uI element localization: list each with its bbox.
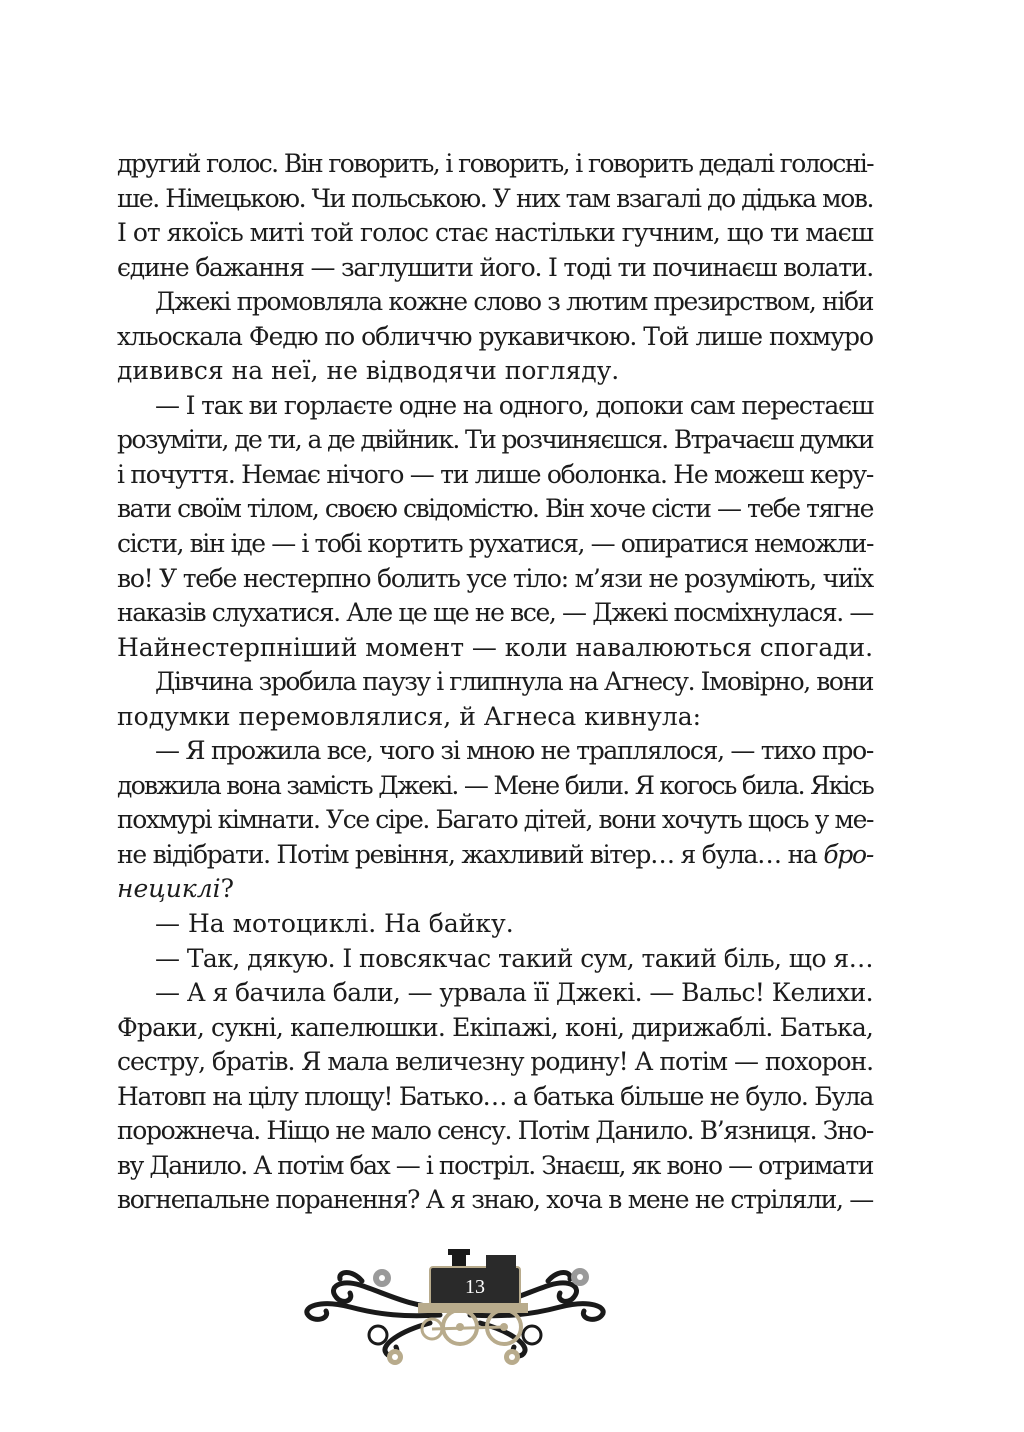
text-line: Фраки, сукні, капелюшки. Екіпажі, коні, дирижаблі. Батька, (117, 1012, 874, 1042)
text-line: і почуття. Немає нічого — ти лише оболонка. Не можеш керу- (117, 459, 874, 489)
text-line: Найнестерпніший момент — коли навалюються спогади. (117, 632, 873, 662)
text-line: ву Данило. А потім бах — і постріл. Знаєш, як воно — отримати (117, 1150, 873, 1180)
text-line: — Я прожила все, чого зі мною не траплялося, — тихо про- (155, 736, 873, 766)
text-line: — На мотоциклі. На байку. (155, 909, 514, 939)
text-line: Дівчина зробила паузу і глипнула на Агнесу. Імовірно, вони (155, 667, 873, 697)
text-line: не відібрати. Потім ревіння, жахливий вітер… я була… на бро- (117, 839, 873, 869)
text-line: Натовп на цілу площу! Батько… а батька більше не було. Була (117, 1081, 873, 1111)
text-line: наказів слухатися. Але це ще не все, — Джекі посміхнулася. — (117, 598, 874, 628)
text-line: — І так ви горлаєте одне на одного, допоки сам перестаєш (155, 390, 874, 420)
text-line: во! У тебе нестерпно болить усе тіло: м’язи не розуміють, чиїх (117, 563, 873, 593)
text-line: — Так, дякую. І повсякчас такий сум, такий біль, що я… (155, 943, 874, 973)
text-line: єдине бажання — заглушити його. І тоді ти починаєш волати. (117, 252, 874, 282)
text-line: вати своїм тілом, своєю свідомістю. Він хоче сісти — тебе тягне (117, 494, 874, 524)
text-line: сісти, він іде — і тобі кортить рухатися, — опиратися неможли- (117, 529, 873, 559)
text-line: подумки перемовлялися, й Агнеса кивнула: (117, 701, 702, 731)
text-line: довжила вона замість Джекі. — Мене били. Я когось била. Якісь (117, 770, 873, 800)
text-line: ше. Німецькою. Чи польською. У них там взагалі до дідька мов. (117, 183, 874, 213)
text-line: розуміти, де ти, а де двійник. Ти розчиняєшся. Втрачаєш думки (117, 425, 874, 455)
text-line: нециклі? (117, 874, 235, 904)
text-line: хльоскала Федю по обличчю рукавичкою. Той лише похмуро (117, 321, 873, 351)
text-line: дивився на неї, не відводячи погляду. (117, 356, 620, 386)
body-text (117, 147, 873, 1218)
text-line: вогнепальне поранення? А я знаю, хоча в мене не стріляли, — (117, 1185, 874, 1215)
text-line: сестру, братів. Я мала величезну родину! А потім — похорон. (117, 1047, 874, 1077)
text-line: похмурі кімнати. Усе сіре. Багато дітей, вони хочуть щось у ме- (117, 805, 873, 835)
text-line: — А я бачила бали, — урвала її Джекі. — Вальс! Келихи. (155, 978, 874, 1008)
text-line: другий голос. Він говорить, і говорить, і говорить дедалі голосні- (117, 149, 873, 178)
locomotive (418, 1249, 528, 1344)
text-line: Джекі промовляла кожне слово з лютим презирством, ніби (155, 287, 873, 317)
text-line: порожнеча. Ніщо не мало сенсу. Потім Данило. В’язниця. Зно- (117, 1116, 873, 1146)
page-number: 13 (465, 1276, 485, 1298)
text-line: І от якоїсь миті той голос стає настільки гучним, що ти маєш (117, 218, 874, 248)
steam-locomotive-ornament-icon (290, 1245, 620, 1365)
